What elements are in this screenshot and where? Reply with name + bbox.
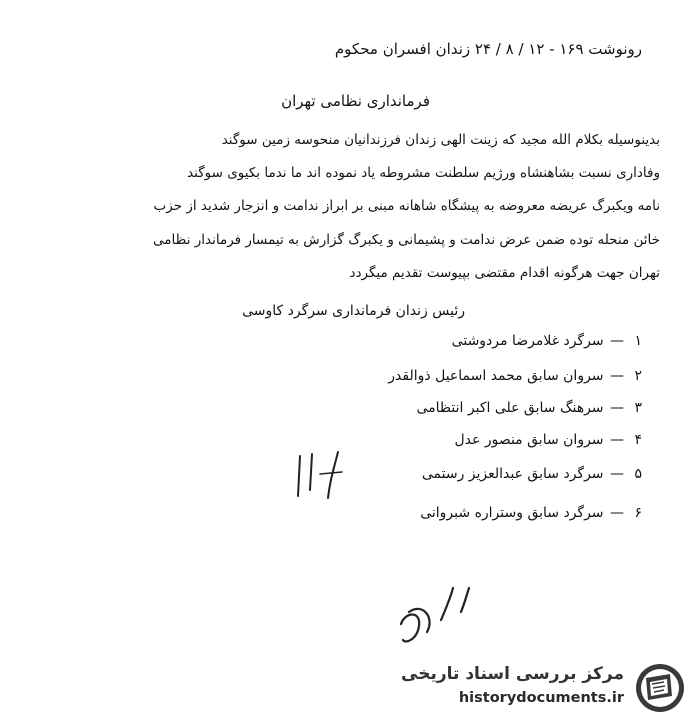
signature-line: رئیس زندان فرمانداری سرگرد کاوسی [242, 303, 465, 319]
list-item-number: ۳ [634, 400, 642, 416]
list-item: ۳— سرهنگ سابق علی اکبر انتظامی [416, 400, 642, 416]
watermark [401, 662, 686, 714]
list-item-text: سرگرد سابق وستراره شبروانی [420, 505, 604, 521]
handwritten-page-mark [395, 582, 475, 652]
body-line-4: خائن منحله توده ضمن عرض ندامت و پشیمانی و یکبرگ گزارش به تیمسار فرماندار نظامی [153, 232, 660, 248]
list-item: ۲— سروان سابق محمد اسماعیل ذوالقدر [388, 368, 642, 384]
watermark-url: historydocuments.ir [458, 690, 624, 706]
body-line-3: نامه ویکبرگ عریضه معروضه به پیشگاه شاهانه مبنی بر ابراز ندامت و انزجار شدید از حزب [153, 198, 660, 214]
archive-logo-icon [634, 662, 686, 714]
list-item-text: سرگرد سابق عبدالعزیز رستمی [421, 466, 604, 482]
body-line-2: وفاداری نسبت بشاهنشاه ورژیم سلطنت مشروطه یاد نموده اند ما ندما بکیوی سوگند [187, 165, 660, 181]
list-item: ۴— سروان سابق منصور عدل [454, 432, 642, 448]
document-header: رونوشت ۱۶۹ - ۱۲ / ۸ / ۲۴ زندان افسران محکوم [334, 40, 642, 58]
list-item-text: سروان سابق محمد اسماعیل ذوالقدر [388, 368, 604, 384]
list-item-number: ۱ [634, 333, 642, 349]
body-line-5: تهران جهت هرگونه اقدام مقتضی بپیوست تقدیم میگردد [349, 265, 660, 281]
list-item-text: سرگرد غلامرضا مردوشتی [451, 333, 604, 349]
handwritten-mark [290, 450, 350, 502]
body-line-1: بدینوسیله بکلام الله مجید که زینت الهی زندان فرزندانیان منحوسه زمین سوگند [221, 132, 660, 148]
list-item: ۶— سرگرد سابق وستراره شبروانی [420, 505, 642, 521]
list-item-number: ۴ [634, 432, 642, 448]
list-item: ۱— سرگرد غلامرضا مردوشتی [451, 333, 642, 349]
list-item: ۵— سرگرد سابق عبدالعزیز رستمی [421, 466, 642, 482]
list-item-number: ۲ [634, 368, 642, 384]
list-item-number: ۶ [634, 505, 642, 521]
list-item-text: سرهنگ سابق علی اکبر انتظامی [416, 400, 604, 416]
list-item-text: سروان سابق منصور عدل [454, 432, 604, 448]
watermark-title: مرکز بررسی اسناد تاریخی [401, 664, 624, 684]
list-item-number: ۵ [634, 466, 642, 482]
recipient-line: فرمانداری نظامی تهران [281, 92, 430, 110]
